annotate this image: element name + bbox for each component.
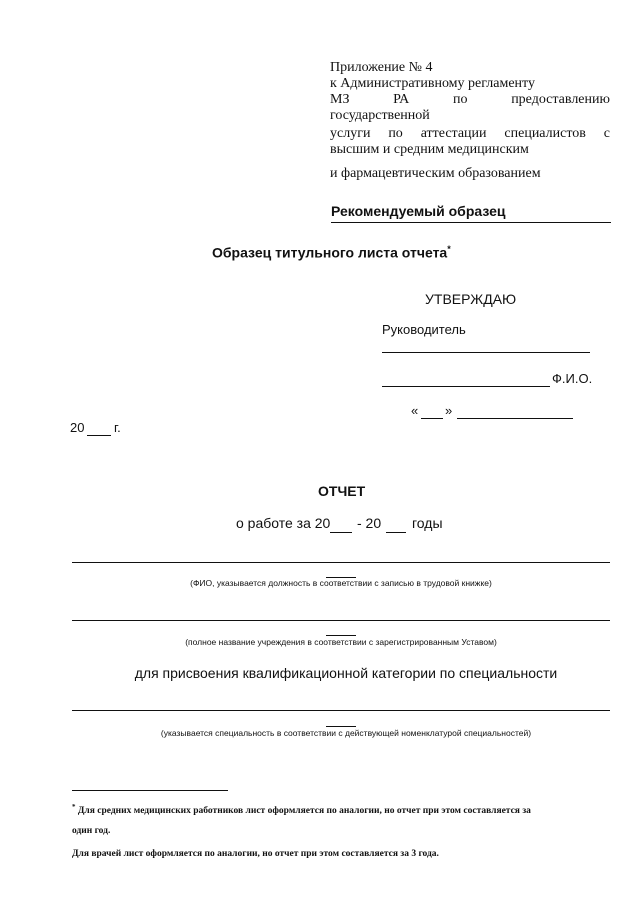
- period-end-line: [386, 532, 406, 533]
- footnote-separator: [72, 790, 228, 791]
- appendix-word: РА: [393, 92, 410, 107]
- appendix-line: [330, 92, 610, 108]
- approve-fio: Ф.И.О.: [552, 371, 593, 386]
- date-open-quote: «: [411, 403, 419, 418]
- signature-line: [382, 352, 590, 353]
- appendix-word: по: [452, 92, 468, 107]
- specialty-caption: (указывается специальность в соответствии с действующей номенклатурой специальностей): [160, 728, 532, 738]
- footnote-mark: *: [72, 803, 76, 811]
- appendix-number: Приложение № 4: [330, 60, 433, 75]
- appendix-line: услуги по аттестации специалистов с: [330, 126, 610, 141]
- fio-field-line: [72, 562, 610, 563]
- institution-caption-tick: [326, 635, 356, 636]
- period-start-line: [330, 532, 352, 533]
- period-prefix: о работе за 20: [236, 515, 331, 531]
- appendix-block: [330, 60, 610, 182]
- page-title: [212, 244, 451, 261]
- appendix-line: к Административному регламенту: [330, 76, 535, 91]
- date-day-line: [421, 418, 443, 419]
- year-suffix: г.: [114, 420, 121, 435]
- date-month-line: [457, 418, 573, 419]
- appendix-line: и фармацевтическим образованием: [330, 166, 541, 181]
- report-period: [236, 515, 330, 531]
- specialty-field-line: [72, 710, 610, 711]
- fio-line: [382, 386, 550, 387]
- fio-caption: (ФИО, указывается должность в соответствии с записью в трудовой книжке): [190, 578, 492, 588]
- period-suffix: годы: [412, 515, 443, 531]
- appendix-word: МЗ: [330, 92, 350, 107]
- specialty-caption-tick: [326, 726, 356, 727]
- institution-caption: (полное название учреждения в соответствии с зарегистрированным Уставом): [185, 637, 497, 647]
- footnote-line: Для врачей лист оформляется по аналогии, но отчет при этом составляется за 3 года.: [72, 849, 439, 860]
- footnote-line: один год.: [72, 826, 111, 837]
- appendix-line: государственной: [330, 108, 430, 123]
- appendix-line: высшим и средним медицинским: [330, 142, 529, 157]
- report-heading: ОТЧЕТ: [318, 483, 366, 499]
- footnote-block: [72, 797, 612, 864]
- page-title-text: Образец титульного листа отчета: [212, 244, 448, 261]
- approve-role: Руководитель: [382, 322, 466, 337]
- year-line: [87, 435, 111, 436]
- recommended-label: Рекомендуемый образец: [331, 203, 506, 219]
- date-close-quote: »: [445, 403, 453, 418]
- footnote-line: [72, 797, 612, 821]
- appendix-word: предоставлению: [511, 92, 610, 107]
- footnote-text: Для средних медицинских работников лист оформляется по аналогии, но отчет при этом составляется за: [77, 806, 531, 817]
- approve-heading: УТВЕРЖДАЮ: [425, 291, 517, 307]
- institution-field-line: [72, 620, 610, 621]
- period-mid: - 20: [357, 515, 382, 531]
- purpose-text: для присвоения квалификационной категории по специальности: [134, 665, 558, 681]
- recommended-underline: [331, 222, 611, 223]
- footnote-mark: *: [447, 244, 451, 254]
- year-prefix: 20: [70, 420, 85, 435]
